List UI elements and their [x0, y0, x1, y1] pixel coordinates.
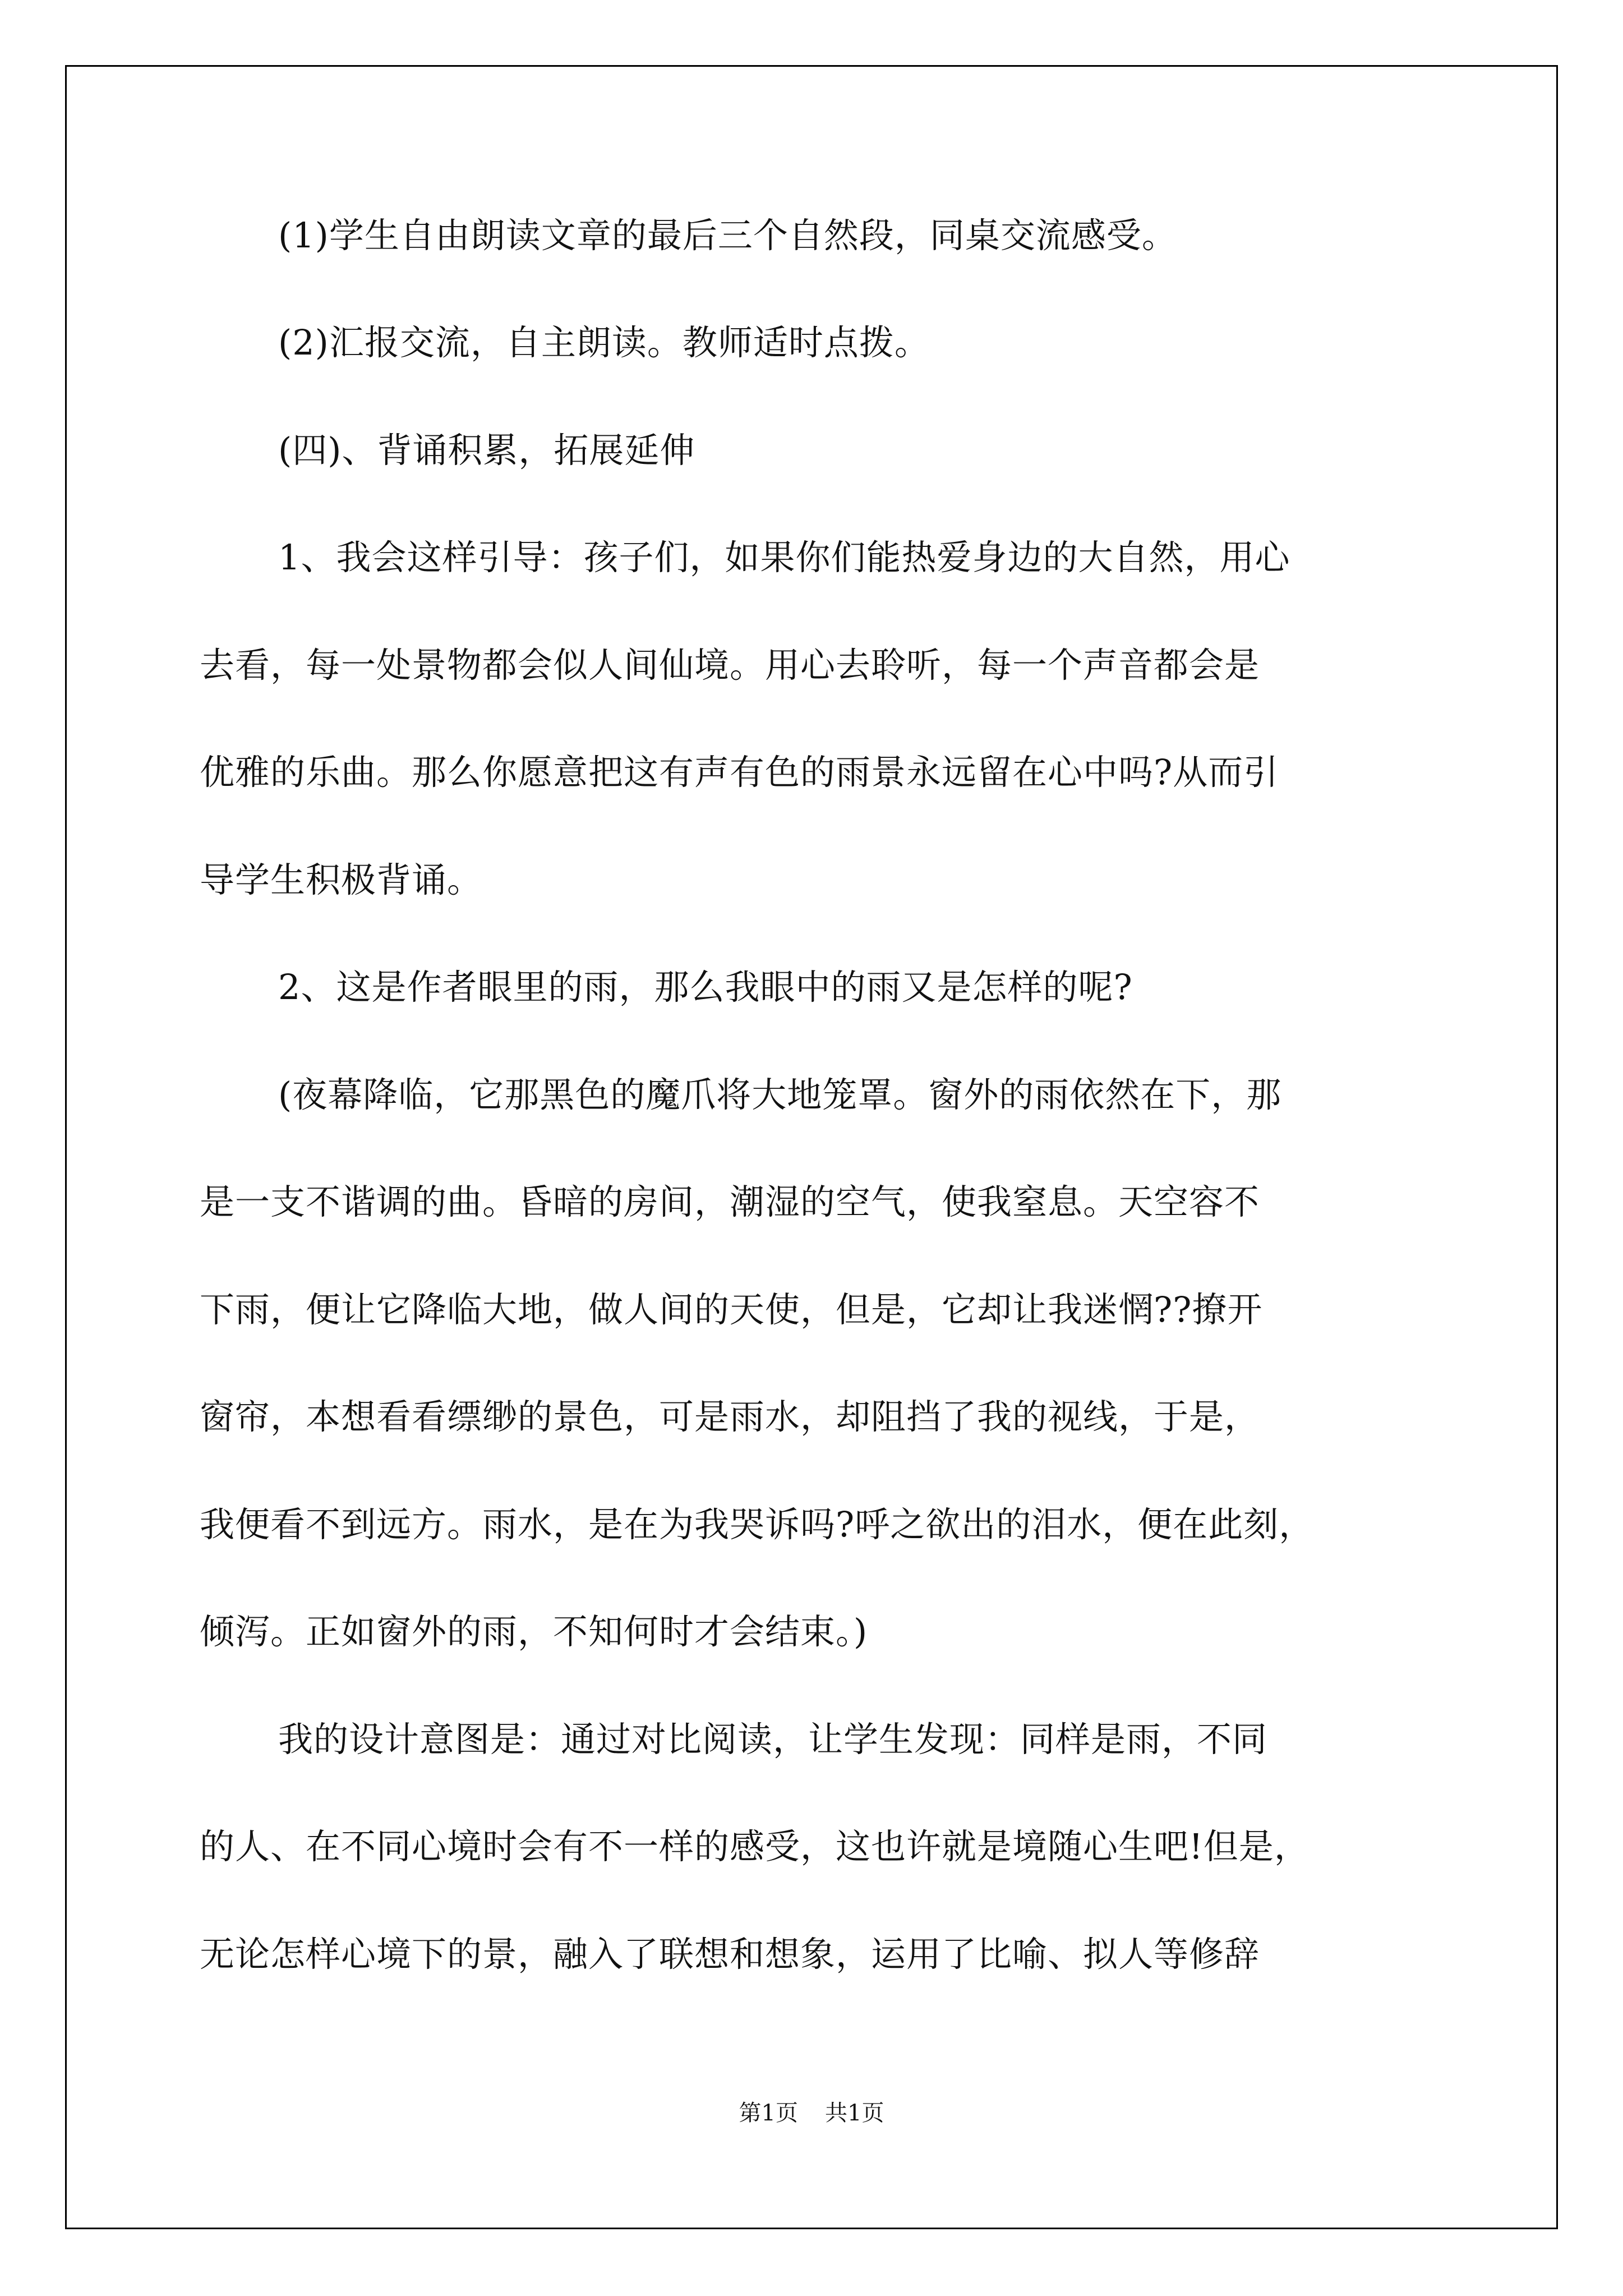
page-footer — [0, 2099, 1623, 2127]
paragraph-line: 的人、在不同心境时会有不一样的感受，这也许就是境随心生吧!但是， — [200, 1826, 1310, 1867]
paragraph-line: 导学生积极背诵。 — [200, 859, 483, 900]
paragraph-line: 倾泻。正如窗外的雨，不知何时才会结束。) — [200, 1611, 868, 1652]
paragraph-line: 无论怎样心境下的景，融入了联想和想象，运用了比喻、拟人等修辞 — [200, 1934, 1260, 1975]
paragraph-line: 我便看不到远方。雨水，是在为我哭诉吗?呼之欲出的泪水，便在此刻， — [200, 1504, 1315, 1545]
paragraph-line: 我的设计意图是：通过对比阅读，让学生发现：同样是雨，不同 — [278, 1719, 1268, 1760]
paragraph-line: 下雨，便让它降临大地，做人间的天使，但是，它却让我迷惘??撩开 — [200, 1289, 1263, 1330]
paragraph-line: 去看，每一处景物都会似人间仙境。用心去聆听，每一个声音都会是 — [200, 645, 1260, 685]
section-heading: (四)、背诵积累，拓展延伸 — [278, 430, 695, 471]
paragraph-line: 2、这是作者眼里的雨，那么我眼中的雨又是怎样的呢? — [278, 967, 1133, 1007]
paragraph-line: (2)汇报交流，自主朗读。教师适时点拨。 — [278, 322, 930, 363]
page-total: 共1页 — [825, 2100, 884, 2126]
page-border — [65, 65, 1558, 2229]
page-number: 第1页 — [739, 2100, 798, 2126]
paragraph-line: 优雅的乐曲。那么你愿意把这有声有色的雨景永远留在心中吗?从而引 — [200, 752, 1279, 793]
paragraph-line: (1)学生自由朗读文章的最后三个自然段，同桌交流感受。 — [278, 215, 1177, 256]
paragraph-line: (夜幕降临，它那黑色的魔爪将大地笼罩。窗外的雨依然在下，那 — [278, 1074, 1282, 1115]
paragraph-line: 窗帘，本想看看缥缈的景色，可是雨水，却阻挡了我的视线，于是， — [200, 1396, 1260, 1437]
paragraph-line: 1、我会这样引导：孩子们，如果你们能热爱身边的大自然，用心 — [278, 537, 1290, 578]
paragraph-line: 是一支不谐调的曲。昏暗的房间，潮湿的空气，使我窒息。天空容不 — [200, 1181, 1260, 1222]
